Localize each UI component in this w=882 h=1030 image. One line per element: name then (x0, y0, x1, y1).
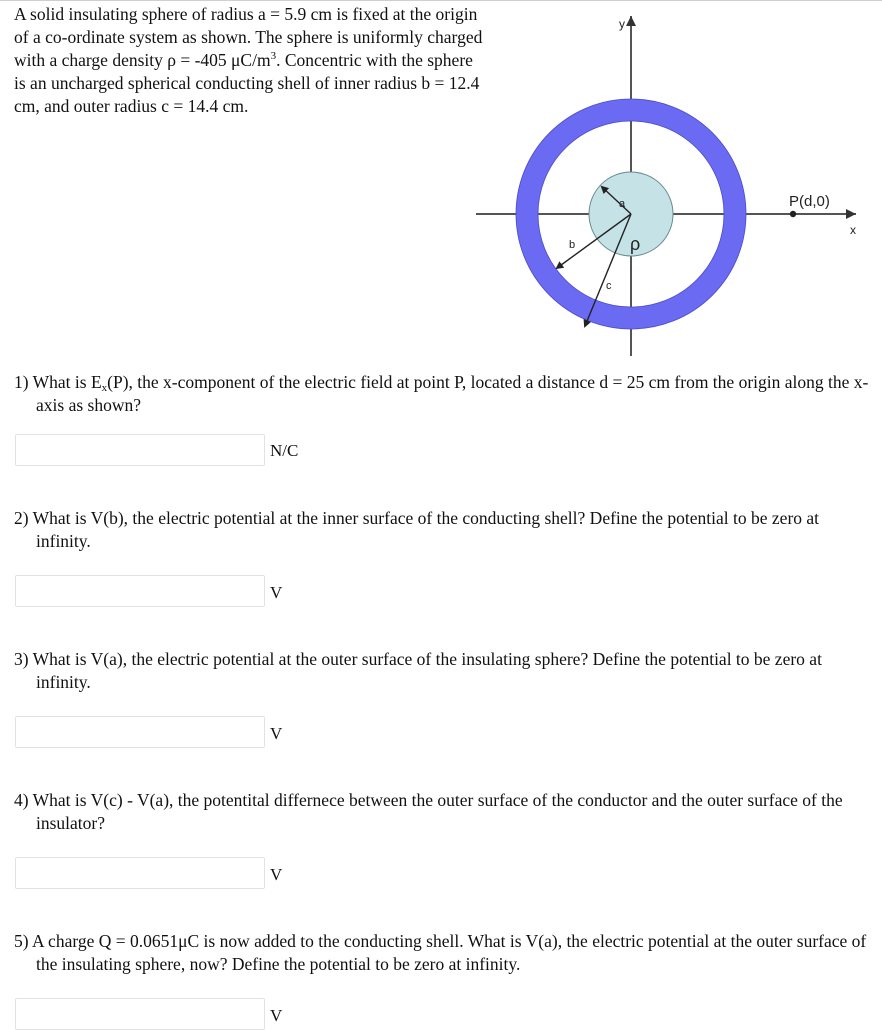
answer-input-4[interactable] (15, 857, 265, 889)
y-axis-arrowhead (626, 16, 636, 26)
sphere-diagram (470, 10, 870, 360)
y-axis-label: y (619, 17, 625, 31)
question-5: 5) A charge Q = 0.0651μC is now added to the conducting shell. What is V(a), the electric potential at the outer surface of the insulating sphere, now? Define the potential to be zero at infinity. (14, 931, 867, 974)
question-4: 4) What is V(c) - V(a), the potentital differnece between the outer surface of the conductor and the outer surface of the insulator? (14, 790, 843, 833)
question-1: 1) What is $E_x(P)$, the x-component of the electric field at point P, located a distance d = 25 cm from the origin along the x-axis as shown? (14, 372, 869, 415)
top-divider (0, 0, 882, 1)
x-axis-arrowhead (846, 209, 856, 219)
unit-label-3: V (270, 724, 283, 743)
question-2: 2) What is V(b), the electric potential at the inner surface of the conducting shell? Define the potential to be zero at infinity. (14, 508, 820, 551)
radius-a-label: a (619, 198, 626, 210)
radius-b-label: b (569, 239, 576, 251)
problem-statement (14, 3, 484, 118)
unit-label-4: V (270, 865, 283, 884)
unit-label-2: V (270, 583, 283, 602)
problem-text: A solid insulating sphere of radius a = 5.9 cm is fixed at the origin of a co-ordinate system as shown. The sphere is uniformly charged with a charge density ρ = -405 $\mu C/m^3$. Concentric with the sphere is an uncharged spherical conducting shell of inner radius b = 12.4 cm, and outer radius c = 14.4 cm. (14, 4, 483, 116)
answer-input-2[interactable] (15, 575, 265, 607)
unit-label-1: N/C (270, 441, 299, 460)
x-axis-label: x (850, 223, 856, 237)
sphere-diagram-svg (470, 10, 870, 360)
point-p-label: P(d,0) (789, 193, 830, 210)
point-p-marker (790, 211, 796, 217)
radius-c-label: c (606, 280, 612, 292)
answer-input-5[interactable] (15, 998, 265, 1030)
rho-label: ρ (630, 234, 641, 254)
answer-input-1[interactable] (15, 434, 265, 466)
answer-input-3[interactable] (15, 716, 265, 748)
question-3: 3) What is V(a), the electric potential at the outer surface of the insulating sphere? Define the potential to be zero at infinity. (14, 649, 822, 692)
unit-label-5: V (270, 1006, 283, 1025)
